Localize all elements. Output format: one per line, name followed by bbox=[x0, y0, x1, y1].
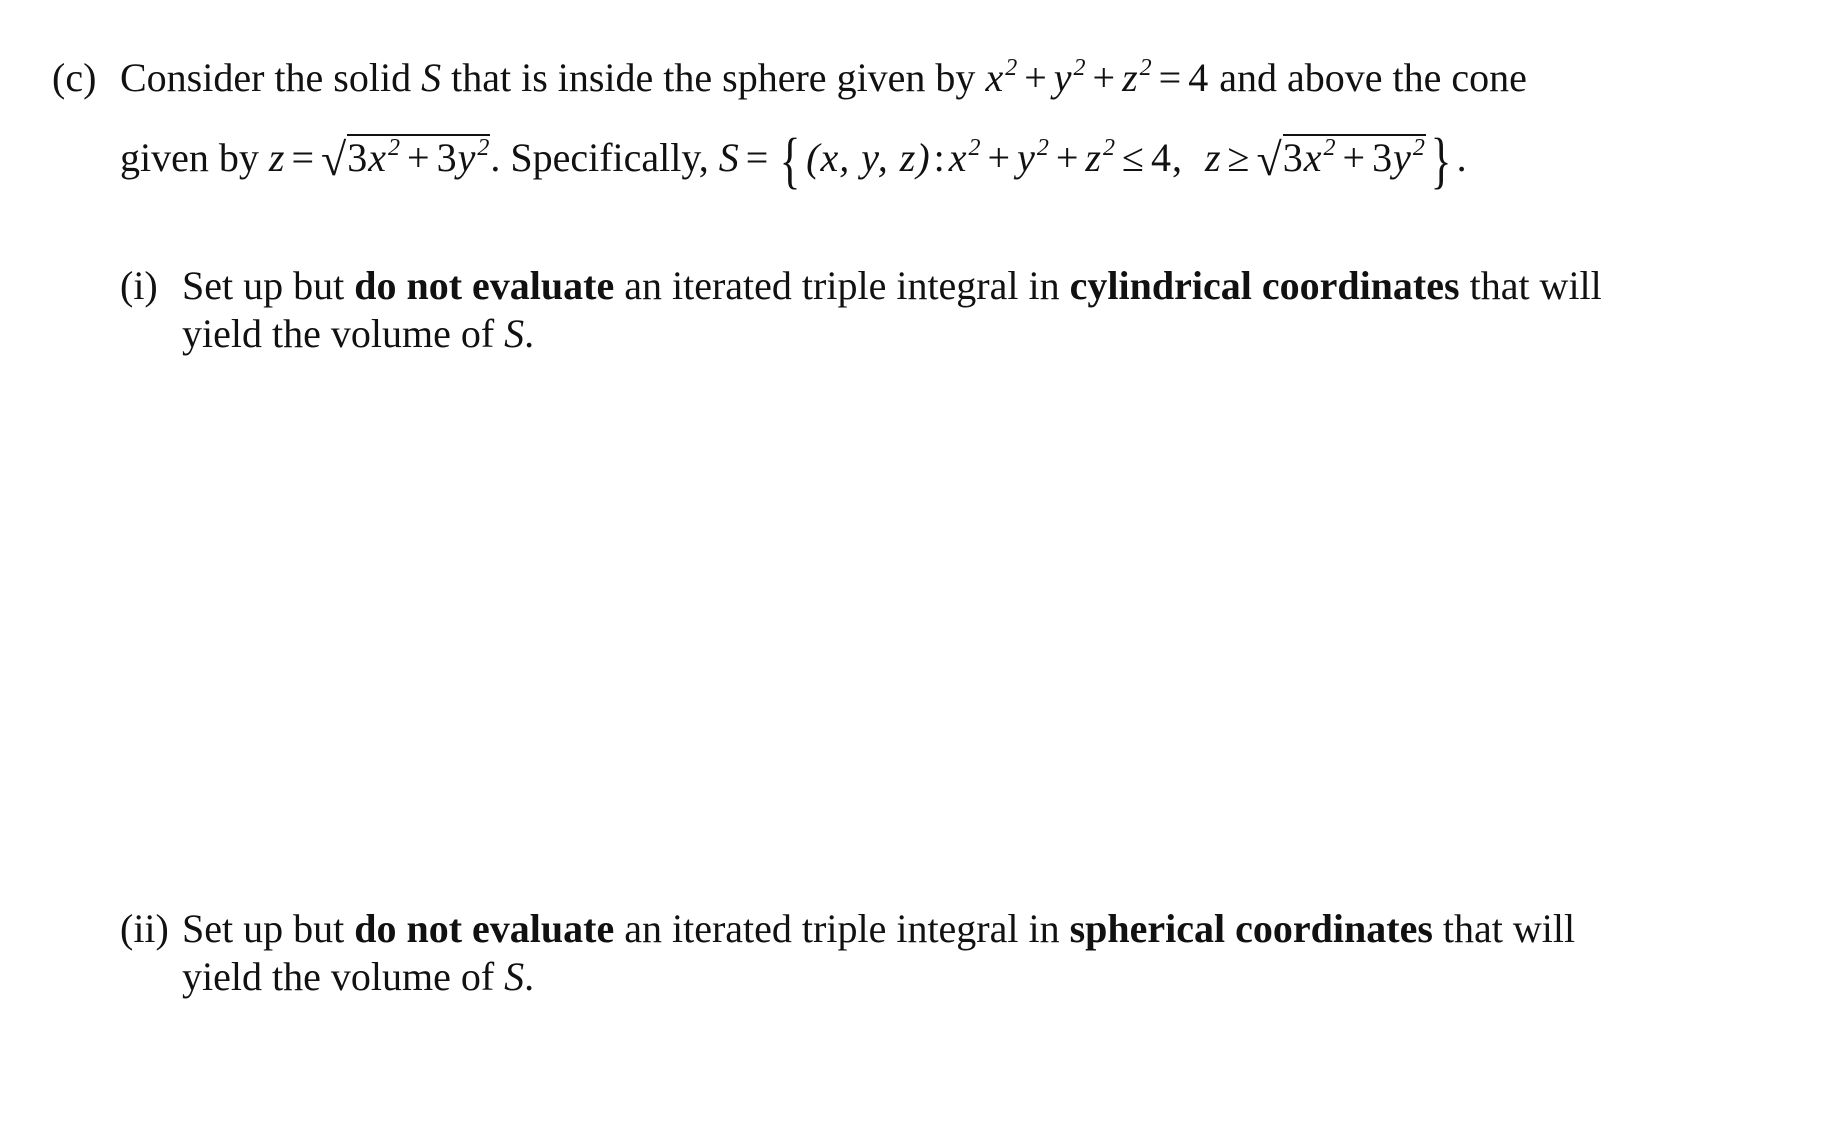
plus-sign: + bbox=[1055, 135, 1080, 180]
exponent: 2 bbox=[968, 135, 982, 161]
solid-name: S bbox=[504, 311, 525, 356]
part-c-period: . bbox=[1456, 135, 1467, 180]
sphere-radius-squared: 4 bbox=[1188, 55, 1210, 100]
part-c-line-2 bbox=[120, 127, 1467, 195]
part-c-text: that is inside the sphere given by bbox=[441, 55, 986, 100]
part-ii-period: . bbox=[524, 954, 535, 999]
part-c-text: given by bbox=[120, 135, 269, 180]
set-variable: S bbox=[718, 135, 740, 180]
part-i-text: that will bbox=[1459, 263, 1602, 308]
plus-sign: + bbox=[1024, 55, 1048, 100]
plus-sign: + bbox=[987, 135, 1012, 180]
exponent: 2 bbox=[1036, 135, 1050, 161]
part-i-coordinate-system: cylindrical coordinates bbox=[1069, 263, 1460, 308]
part-ii-coordinate-system: spherical coordinates bbox=[1069, 906, 1433, 951]
equals-sign: = bbox=[1158, 55, 1183, 100]
part-i-bold-instruction: do not evaluate bbox=[354, 263, 615, 308]
exponent: 2 bbox=[1005, 55, 1019, 81]
part-i-line-1 bbox=[182, 262, 1602, 310]
solid-name: S bbox=[504, 954, 525, 999]
var-z: z bbox=[268, 135, 286, 180]
plus-sign: + bbox=[407, 135, 431, 180]
set-definition: S = { (x, y, $z):x^2 + y^2 + z^2 \le 4$, $z \ge √3x^2 + 3y^2$} bbox=[718, 127, 1452, 195]
part-i-label: (i) bbox=[120, 263, 158, 308]
part-c-text: and above the cone bbox=[1209, 55, 1527, 100]
coefficient: 3 bbox=[1372, 135, 1394, 180]
exponent: 2 bbox=[1073, 55, 1087, 81]
colon: : bbox=[933, 135, 946, 180]
right-brace: } bbox=[1430, 127, 1452, 195]
part-i-text: yield the volume of bbox=[182, 311, 505, 356]
solid-name: S bbox=[421, 55, 442, 100]
set-condition-value: 4, bbox=[1150, 135, 1183, 180]
part-i-text: an iterated triple integral in bbox=[614, 263, 1070, 308]
part-ii-label: (ii) bbox=[120, 906, 169, 951]
part-ii-text: an iterated triple integral in bbox=[614, 906, 1070, 951]
var-x: x bbox=[985, 55, 1005, 100]
part-i-period: . bbox=[524, 311, 535, 356]
part-ii-text: Set up but bbox=[182, 906, 355, 951]
part-c-text: Consider the solid bbox=[120, 55, 422, 100]
sphere-equation bbox=[985, 55, 1209, 100]
coefficient: 3 bbox=[347, 135, 369, 180]
part-c-text: . Specifically, bbox=[490, 135, 719, 180]
exponent: 2 bbox=[477, 135, 491, 161]
equals-sign: = bbox=[291, 135, 316, 180]
part-ii-bold-instruction: do not evaluate bbox=[354, 906, 615, 951]
part-i-line-2 bbox=[182, 310, 534, 358]
var-z: z bbox=[1122, 55, 1139, 100]
part-ii-line-2 bbox=[182, 953, 534, 1001]
sqrt-expression bbox=[321, 134, 490, 184]
part-c-line-1 bbox=[120, 54, 1527, 102]
set-tuple: (x, y, z) bbox=[806, 135, 931, 180]
coefficient: 3 bbox=[1282, 135, 1304, 180]
exponent: 2 bbox=[1139, 55, 1153, 81]
radical-sign: √ bbox=[1256, 134, 1283, 185]
part-i-text: Set up but bbox=[182, 263, 355, 308]
radicand: $3x^2 + 3y^2$ bbox=[347, 135, 491, 180]
part-c-label: (c) bbox=[52, 55, 97, 100]
part-ii-line-1 bbox=[182, 905, 1575, 953]
geq-sign: ≥ bbox=[1227, 135, 1251, 180]
plus-sign: + bbox=[1342, 135, 1367, 180]
sqrt-expression bbox=[1256, 134, 1425, 184]
equals-sign: = bbox=[745, 135, 770, 180]
plus-sign: + bbox=[1092, 55, 1117, 100]
exponent: 2 bbox=[1103, 135, 1116, 161]
radicand: $3x^2 + 3y^2$ bbox=[1282, 135, 1426, 180]
coefficient: 3 bbox=[436, 135, 458, 180]
part-ii-text: that will bbox=[1432, 906, 1576, 951]
part-ii-text: yield the volume of bbox=[182, 954, 505, 999]
left-brace: { bbox=[779, 127, 802, 195]
radical-sign: √ bbox=[321, 134, 348, 185]
var-y: y bbox=[1053, 55, 1073, 100]
exponent: 2 bbox=[1323, 135, 1337, 161]
leq-sign: ≤ bbox=[1122, 135, 1145, 180]
exponent: 2 bbox=[388, 135, 402, 161]
cone-equation bbox=[268, 134, 491, 185]
exponent: 2 bbox=[1412, 135, 1426, 161]
